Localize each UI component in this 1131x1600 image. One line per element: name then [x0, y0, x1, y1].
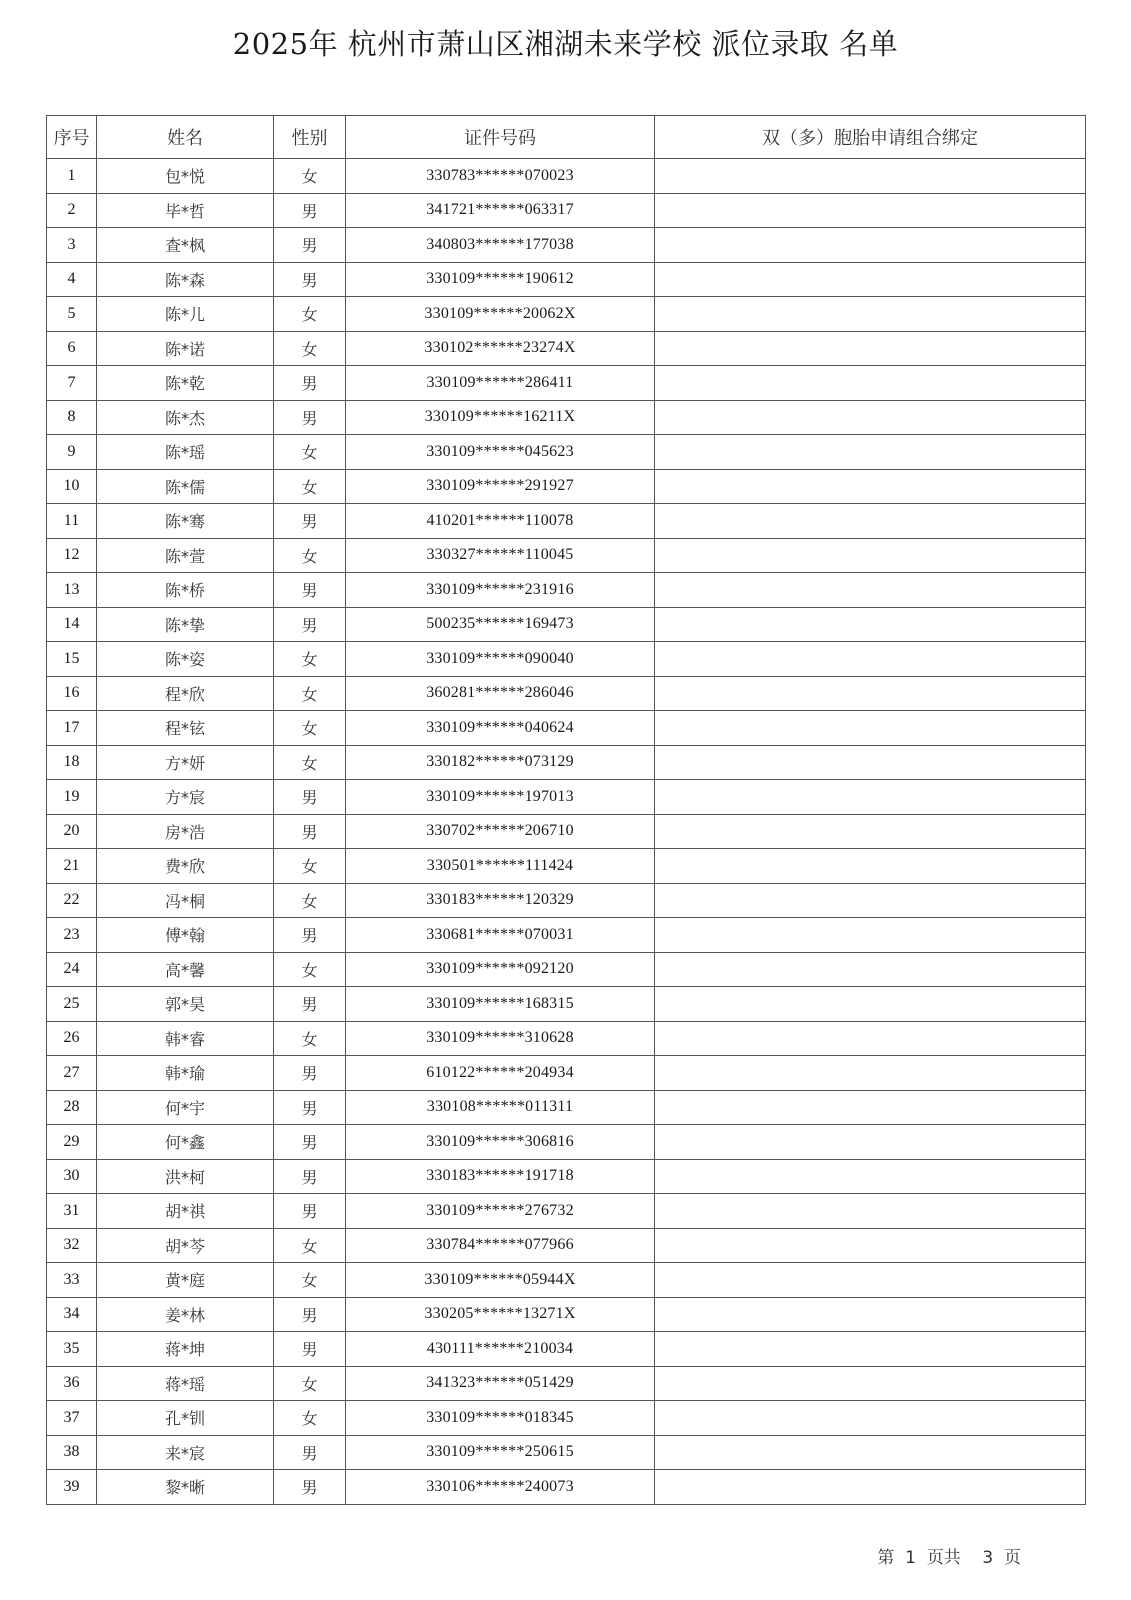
cell-twins-binding: [655, 1228, 1086, 1263]
cell-twins-binding: [655, 1194, 1086, 1229]
cell-twins-binding: [655, 780, 1086, 815]
cell-seq: 25: [47, 987, 97, 1022]
cell-gender: 男: [274, 814, 346, 849]
cell-twins-binding: [655, 1056, 1086, 1091]
table-row: [47, 1470, 1086, 1505]
cell-seq: 35: [47, 1332, 97, 1367]
cell-name: 陈*儿: [97, 297, 274, 332]
cell-id-number: 330109******045623: [346, 435, 655, 470]
cell-gender: 女: [274, 1401, 346, 1436]
cell-gender: 男: [274, 1159, 346, 1194]
cell-name: 程*欣: [97, 676, 274, 711]
header-row: [47, 116, 1086, 159]
cell-seq: 26: [47, 1021, 97, 1056]
cell-twins-binding: [655, 918, 1086, 953]
cell-twins-binding: [655, 400, 1086, 435]
cell-id-number: 330681******070031: [346, 918, 655, 953]
table-row: [47, 607, 1086, 642]
cell-seq: 17: [47, 711, 97, 746]
cell-twins-binding: [655, 1297, 1086, 1332]
cell-twins-binding: [655, 1263, 1086, 1298]
cell-gender: 男: [274, 780, 346, 815]
footer-page-prefix: 第: [877, 1548, 895, 1568]
cell-name: 胡*祺: [97, 1194, 274, 1229]
cell-id-number: 330205******13271X: [346, 1297, 655, 1332]
cell-id-number: 340803******177038: [346, 228, 655, 263]
cell-id-number: 330109******286411: [346, 366, 655, 401]
cell-twins-binding: [655, 1332, 1086, 1367]
cell-gender: 女: [274, 849, 346, 884]
cell-id-number: 330109******190612: [346, 262, 655, 297]
cell-twins-binding: [655, 711, 1086, 746]
cell-name: 包*悦: [97, 159, 274, 194]
cell-name: 费*欣: [97, 849, 274, 884]
table-row: [47, 780, 1086, 815]
cell-id-number: 330109******276732: [346, 1194, 655, 1229]
cell-id-number: 330109******092120: [346, 952, 655, 987]
cell-id-number: 500235******169473: [346, 607, 655, 642]
header-name: 姓名: [97, 116, 274, 159]
table-row: [47, 987, 1086, 1022]
cell-name: 陈*挚: [97, 607, 274, 642]
cell-gender: 男: [274, 504, 346, 539]
cell-gender: 女: [274, 1228, 346, 1263]
table-row: [47, 1090, 1086, 1125]
cell-gender: 男: [274, 987, 346, 1022]
cell-twins-binding: [655, 1021, 1086, 1056]
table-row: [47, 1297, 1086, 1332]
cell-gender: 女: [274, 676, 346, 711]
cell-id-number: 330783******070023: [346, 159, 655, 194]
cell-gender: 男: [274, 262, 346, 297]
cell-seq: 31: [47, 1194, 97, 1229]
cell-seq: 33: [47, 1263, 97, 1298]
table-header: [47, 116, 1086, 159]
cell-name: 陈*桥: [97, 573, 274, 608]
cell-id-number: 330108******011311: [346, 1090, 655, 1125]
cell-name: 陈*萱: [97, 538, 274, 573]
cell-seq: 38: [47, 1435, 97, 1470]
footer-total-pages: 3: [982, 1548, 994, 1568]
cell-id-number: 330109******291927: [346, 469, 655, 504]
header-id-number: 证件号码: [346, 116, 655, 159]
cell-id-number: 330109******310628: [346, 1021, 655, 1056]
cell-gender: 女: [274, 1021, 346, 1056]
cell-name: 黄*庭: [97, 1263, 274, 1298]
cell-seq: 5: [47, 297, 97, 332]
cell-id-number: 330109******197013: [346, 780, 655, 815]
cell-id-number: 330109******090040: [346, 642, 655, 677]
cell-name: 蒋*瑶: [97, 1366, 274, 1401]
cell-seq: 37: [47, 1401, 97, 1436]
header-gender: 性别: [274, 116, 346, 159]
cell-name: 陈*骞: [97, 504, 274, 539]
cell-id-number: 330109******306816: [346, 1125, 655, 1160]
cell-id-number: 330109******040624: [346, 711, 655, 746]
table-row: [47, 642, 1086, 677]
cell-seq: 23: [47, 918, 97, 953]
cell-gender: 女: [274, 883, 346, 918]
cell-seq: 30: [47, 1159, 97, 1194]
cell-seq: 3: [47, 228, 97, 263]
cell-gender: 男: [274, 1194, 346, 1229]
cell-name: 郭*昊: [97, 987, 274, 1022]
cell-name: 孔*钏: [97, 1401, 274, 1436]
table-row: [47, 745, 1086, 780]
cell-gender: 女: [274, 297, 346, 332]
cell-seq: 39: [47, 1470, 97, 1505]
cell-seq: 6: [47, 331, 97, 366]
cell-id-number: 330109******231916: [346, 573, 655, 608]
table-row: [47, 262, 1086, 297]
cell-name: 高*馨: [97, 952, 274, 987]
cell-twins-binding: [655, 435, 1086, 470]
cell-gender: 男: [274, 573, 346, 608]
cell-twins-binding: [655, 987, 1086, 1022]
cell-seq: 27: [47, 1056, 97, 1091]
cell-seq: 11: [47, 504, 97, 539]
table-row: [47, 1366, 1086, 1401]
cell-id-number: 330106******240073: [346, 1470, 655, 1505]
table-row: [47, 504, 1086, 539]
table-row: [47, 573, 1086, 608]
table-row: [47, 469, 1086, 504]
cell-id-number: 341323******051429: [346, 1366, 655, 1401]
cell-gender: 女: [274, 1366, 346, 1401]
table-row: [47, 814, 1086, 849]
cell-gender: 女: [274, 435, 346, 470]
table-row: [47, 1125, 1086, 1160]
cell-gender: 男: [274, 1297, 346, 1332]
footer-page-suffix: 页: [1004, 1548, 1021, 1568]
cell-name: 陈*森: [97, 262, 274, 297]
table-row: [47, 538, 1086, 573]
cell-twins-binding: [655, 745, 1086, 780]
cell-name: 洪*柯: [97, 1159, 274, 1194]
table-row: [47, 159, 1086, 194]
cell-seq: 9: [47, 435, 97, 470]
cell-name: 姜*林: [97, 1297, 274, 1332]
cell-name: 陈*瑶: [97, 435, 274, 470]
table-row: [47, 193, 1086, 228]
cell-name: 陈*诺: [97, 331, 274, 366]
cell-id-number: 330109******16211X: [346, 400, 655, 435]
cell-name: 来*宸: [97, 1435, 274, 1470]
cell-seq: 20: [47, 814, 97, 849]
table-row: [47, 1435, 1086, 1470]
cell-name: 蒋*坤: [97, 1332, 274, 1367]
cell-seq: 32: [47, 1228, 97, 1263]
table-row: [47, 918, 1086, 953]
cell-twins-binding: [655, 469, 1086, 504]
cell-name: 毕*哲: [97, 193, 274, 228]
table-row: [47, 952, 1086, 987]
cell-gender: 男: [274, 1056, 346, 1091]
cell-gender: 男: [274, 400, 346, 435]
cell-id-number: 330109******20062X: [346, 297, 655, 332]
table-row: [47, 435, 1086, 470]
cell-id-number: 430111******210034: [346, 1332, 655, 1367]
cell-id-number: 330702******206710: [346, 814, 655, 849]
cell-seq: 8: [47, 400, 97, 435]
table-row: [47, 711, 1086, 746]
footer-page-mid: 页共: [926, 1548, 961, 1568]
table-row: [47, 883, 1086, 918]
cell-twins-binding: [655, 814, 1086, 849]
cell-seq: 2: [47, 193, 97, 228]
cell-gender: 女: [274, 538, 346, 573]
cell-seq: 22: [47, 883, 97, 918]
table-row: [47, 331, 1086, 366]
table-row: [47, 366, 1086, 401]
cell-id-number: 610122******204934: [346, 1056, 655, 1091]
cell-name: 程*铉: [97, 711, 274, 746]
cell-seq: 24: [47, 952, 97, 987]
cell-twins-binding: [655, 331, 1086, 366]
table-row: [47, 1263, 1086, 1298]
cell-name: 韩*瑜: [97, 1056, 274, 1091]
cell-twins-binding: [655, 573, 1086, 608]
cell-seq: 36: [47, 1366, 97, 1401]
cell-id-number: 330182******073129: [346, 745, 655, 780]
cell-twins-binding: [655, 193, 1086, 228]
cell-twins-binding: [655, 1470, 1086, 1505]
cell-id-number: 330501******111424: [346, 849, 655, 884]
cell-seq: 21: [47, 849, 97, 884]
footer-current-page: 1: [905, 1548, 916, 1568]
cell-name: 傅*翰: [97, 918, 274, 953]
cell-twins-binding: [655, 1159, 1086, 1194]
cell-id-number: 330102******23274X: [346, 331, 655, 366]
cell-twins-binding: [655, 297, 1086, 332]
cell-name: 陈*杰: [97, 400, 274, 435]
table-row: [47, 1159, 1086, 1194]
table-row: [47, 1228, 1086, 1263]
cell-gender: 女: [274, 952, 346, 987]
cell-name: 胡*芩: [97, 1228, 274, 1263]
cell-name: 陈*乾: [97, 366, 274, 401]
cell-gender: 男: [274, 1435, 346, 1470]
cell-seq: 14: [47, 607, 97, 642]
cell-gender: 女: [274, 711, 346, 746]
cell-gender: 男: [274, 193, 346, 228]
cell-name: 陈*姿: [97, 642, 274, 677]
cell-gender: 女: [274, 159, 346, 194]
cell-gender: 男: [274, 1470, 346, 1505]
cell-name: 何*鑫: [97, 1125, 274, 1160]
cell-id-number: 330109******05944X: [346, 1263, 655, 1298]
cell-name: 冯*桐: [97, 883, 274, 918]
cell-id-number: 410201******110078: [346, 504, 655, 539]
header-twins-binding: 双（多）胞胎申请组合绑定: [655, 116, 1086, 159]
cell-id-number: 330109******168315: [346, 987, 655, 1022]
cell-name: 韩*睿: [97, 1021, 274, 1056]
cell-gender: 女: [274, 331, 346, 366]
cell-twins-binding: [655, 607, 1086, 642]
cell-twins-binding: [655, 1366, 1086, 1401]
table-row: [47, 297, 1086, 332]
cell-seq: 34: [47, 1297, 97, 1332]
table-row: [47, 1401, 1086, 1436]
cell-seq: 1: [47, 159, 97, 194]
cell-twins-binding: [655, 1090, 1086, 1125]
cell-twins-binding: [655, 228, 1086, 263]
cell-seq: 19: [47, 780, 97, 815]
cell-gender: 女: [274, 469, 346, 504]
cell-seq: 28: [47, 1090, 97, 1125]
cell-id-number: 360281******286046: [346, 676, 655, 711]
cell-id-number: 330109******250615: [346, 1435, 655, 1470]
cell-gender: 男: [274, 228, 346, 263]
cell-name: 房*浩: [97, 814, 274, 849]
cell-twins-binding: [655, 1435, 1086, 1470]
cell-twins-binding: [655, 538, 1086, 573]
page-number-footer: [877, 1543, 1021, 1568]
cell-seq: 12: [47, 538, 97, 573]
cell-gender: 女: [274, 745, 346, 780]
cell-id-number: 330327******110045: [346, 538, 655, 573]
cell-gender: 男: [274, 918, 346, 953]
cell-name: 黎*晰: [97, 1470, 274, 1505]
cell-twins-binding: [655, 1125, 1086, 1160]
cell-twins-binding: [655, 952, 1086, 987]
cell-twins-binding: [655, 676, 1086, 711]
cell-twins-binding: [655, 159, 1086, 194]
cell-seq: 7: [47, 366, 97, 401]
cell-seq: 18: [47, 745, 97, 780]
cell-seq: 4: [47, 262, 97, 297]
cell-twins-binding: [655, 883, 1086, 918]
cell-seq: 10: [47, 469, 97, 504]
cell-name: 查*枫: [97, 228, 274, 263]
cell-gender: 男: [274, 366, 346, 401]
document-title: 2025年 杭州市萧山区湘湖未来学校 派位录取 名单: [232, 27, 899, 61]
cell-name: 陈*儒: [97, 469, 274, 504]
table-row: [47, 1332, 1086, 1367]
cell-gender: 女: [274, 642, 346, 677]
cell-gender: 男: [274, 1090, 346, 1125]
cell-name: 何*宇: [97, 1090, 274, 1125]
cell-id-number: 330784******077966: [346, 1228, 655, 1263]
table-row: [47, 1021, 1086, 1056]
cell-id-number: 330109******018345: [346, 1401, 655, 1436]
cell-twins-binding: [655, 849, 1086, 884]
cell-twins-binding: [655, 366, 1086, 401]
cell-twins-binding: [655, 642, 1086, 677]
header-seq: 序号: [47, 116, 97, 159]
cell-gender: 男: [274, 1332, 346, 1367]
table-body: [47, 159, 1086, 1505]
cell-id-number: 341721******063317: [346, 193, 655, 228]
cell-gender: 女: [274, 1263, 346, 1298]
table-row: [47, 849, 1086, 884]
cell-seq: 13: [47, 573, 97, 608]
cell-twins-binding: [655, 504, 1086, 539]
cell-twins-binding: [655, 1401, 1086, 1436]
table-row: [47, 1194, 1086, 1229]
cell-seq: 29: [47, 1125, 97, 1160]
cell-name: 方*宸: [97, 780, 274, 815]
cell-seq: 15: [47, 642, 97, 677]
cell-gender: 男: [274, 607, 346, 642]
admission-roster-table: [46, 115, 1086, 1505]
table-row: [47, 228, 1086, 263]
cell-id-number: 330183******191718: [346, 1159, 655, 1194]
cell-name: 方*妍: [97, 745, 274, 780]
table-row: [47, 676, 1086, 711]
cell-id-number: 330183******120329: [346, 883, 655, 918]
cell-seq: 16: [47, 676, 97, 711]
cell-gender: 男: [274, 1125, 346, 1160]
cell-twins-binding: [655, 262, 1086, 297]
table-row: [47, 400, 1086, 435]
table-row: [47, 1056, 1086, 1091]
